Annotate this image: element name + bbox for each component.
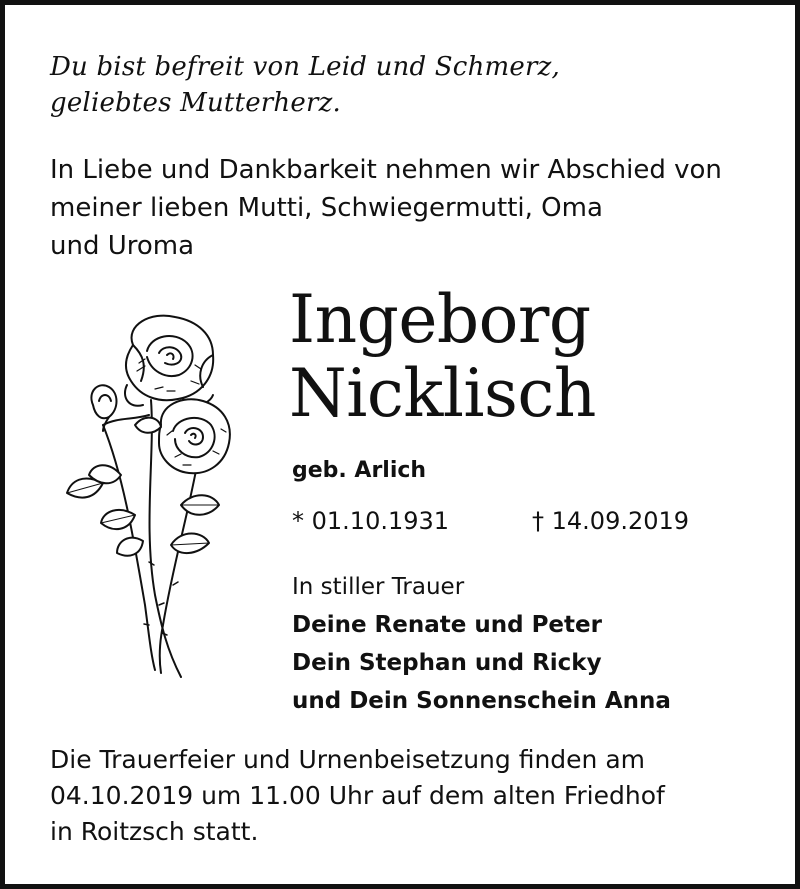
motto-line-2: geliebtes Mutterherz. bbox=[50, 88, 341, 118]
motto-line-1: Du bist befreit von Leid und Schmerz, bbox=[50, 52, 560, 82]
intro-line-2: meiner lieben Mutti, Schwiegermutti, Oma bbox=[50, 193, 603, 223]
rose-leaf-6 bbox=[117, 538, 143, 556]
ceremony-line-2: 04.10.2019 um 11.00 Uhr auf dem alten Friedhof bbox=[50, 781, 665, 810]
death-date: † 14.09.2019 bbox=[532, 507, 690, 535]
deceased-name bbox=[289, 283, 596, 431]
mourner-line: Dein Stephan und Ricky bbox=[292, 650, 602, 676]
rose-leaf-7 bbox=[135, 418, 161, 433]
mourners-block bbox=[292, 568, 671, 720]
deceased-last-name: Nicklisch bbox=[289, 355, 596, 432]
mourner-line: und Dein Sonnenschein Anna bbox=[292, 688, 671, 714]
rose-middle-outer bbox=[159, 399, 230, 473]
maiden-name: geb. Arlich bbox=[292, 458, 427, 483]
motto-verse bbox=[50, 49, 560, 121]
roses-illustration bbox=[63, 305, 233, 685]
ceremony-line-1: Die Trauerfeier und Urnenbeisetzung finden am bbox=[50, 745, 646, 774]
intro-text bbox=[50, 151, 722, 265]
intro-line-1: In Liebe und Dankbarkeit nehmen wir Abschied von bbox=[50, 155, 722, 185]
deceased-first-name: Ingeborg bbox=[289, 281, 591, 358]
life-dates bbox=[292, 505, 690, 537]
intro-line-3: und Uroma bbox=[50, 231, 195, 261]
rose-top-outer bbox=[126, 316, 213, 401]
birth-date: * 01.10.1931 bbox=[292, 507, 450, 535]
ceremony-info bbox=[50, 742, 665, 850]
mourner-line: Deine Renate und Peter bbox=[292, 612, 602, 638]
mourners-heading: In stiller Trauer bbox=[292, 574, 465, 600]
ceremony-line-3: in Roitzsch statt. bbox=[50, 817, 259, 846]
rose-bud bbox=[91, 385, 116, 418]
